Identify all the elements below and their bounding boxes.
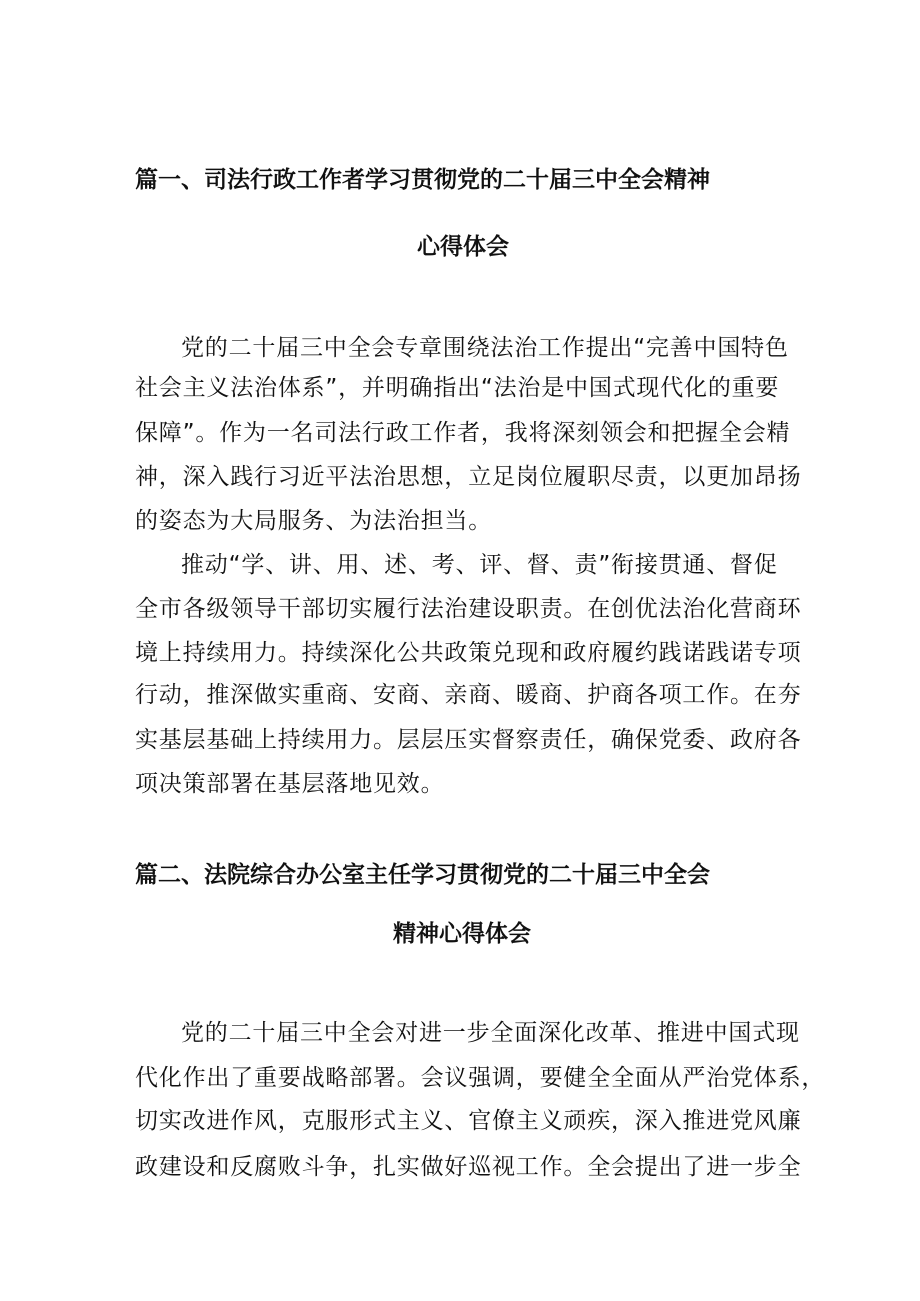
section2-heading-line1: 篇二、法院综合办公室主任学习贯彻党的二十届三中全会 xyxy=(135,862,710,888)
s1-p1-line: 的姿态为大局服务、为法治担当。 xyxy=(135,508,492,534)
s1-p2-line: 境上持续用力。持续深化公共政策兑现和政府履约践诺践诺专项 xyxy=(135,640,802,666)
s1-p2-line: 项决策部署在基层落地见效。 xyxy=(135,771,445,797)
s2-p1-line: 党的二十届三中全会对进一步全面深化改革、推进中国式现 xyxy=(181,1020,800,1046)
s1-p1-line: 社会主义法治体系”，并明确指出“法治是中国式现代化的重要 xyxy=(135,375,780,401)
s1-p2-line: 行动，推深做实重商、安商、亲商、暖商、护商各项工作。在夯 xyxy=(135,682,802,708)
s1-p1-line: 保障”。作为一名司法行政工作者，我将深刻领会和把握全会精 xyxy=(135,420,791,446)
s1-p1-line: 党的二十届三中全会专章围绕法治工作提出“完善中国特色 xyxy=(181,335,789,361)
s2-p1-line: 代化作出了重要战略部署。会议强调，要健全全面从严治党体系， xyxy=(135,1065,826,1091)
s1-p1-line: 神，深入践行习近平法治思想，立足岗位履职尽责，以更加昂扬 xyxy=(135,464,802,490)
s1-p2-line: 实基层基础上持续用力。层层压实督察责任，确保党委、政府各 xyxy=(135,727,802,753)
s1-p2-line: 推动“学、讲、用、述、考、评、督、责”衔接贯通、督促 xyxy=(181,552,778,578)
s1-p2-line: 全市各级领导干部切实履行法治建设职责。在创优法治化营商环 xyxy=(135,596,802,622)
s2-p1-line: 切实改进作风，克服形式主义、官僚主义顽疾，深入推进党风廉 xyxy=(135,1108,802,1134)
section1-heading-line1: 篇一、司法行政工作者学习贯彻党的二十届三中全会精神 xyxy=(135,167,710,193)
section1-heading-line2: 心得体会 xyxy=(417,234,509,260)
s2-p1-line: 政建设和反腐败斗争，扎实做好巡视工作。全会提出了进一步全 xyxy=(135,1154,802,1180)
section2-heading-line2: 精神心得体会 xyxy=(393,921,531,947)
